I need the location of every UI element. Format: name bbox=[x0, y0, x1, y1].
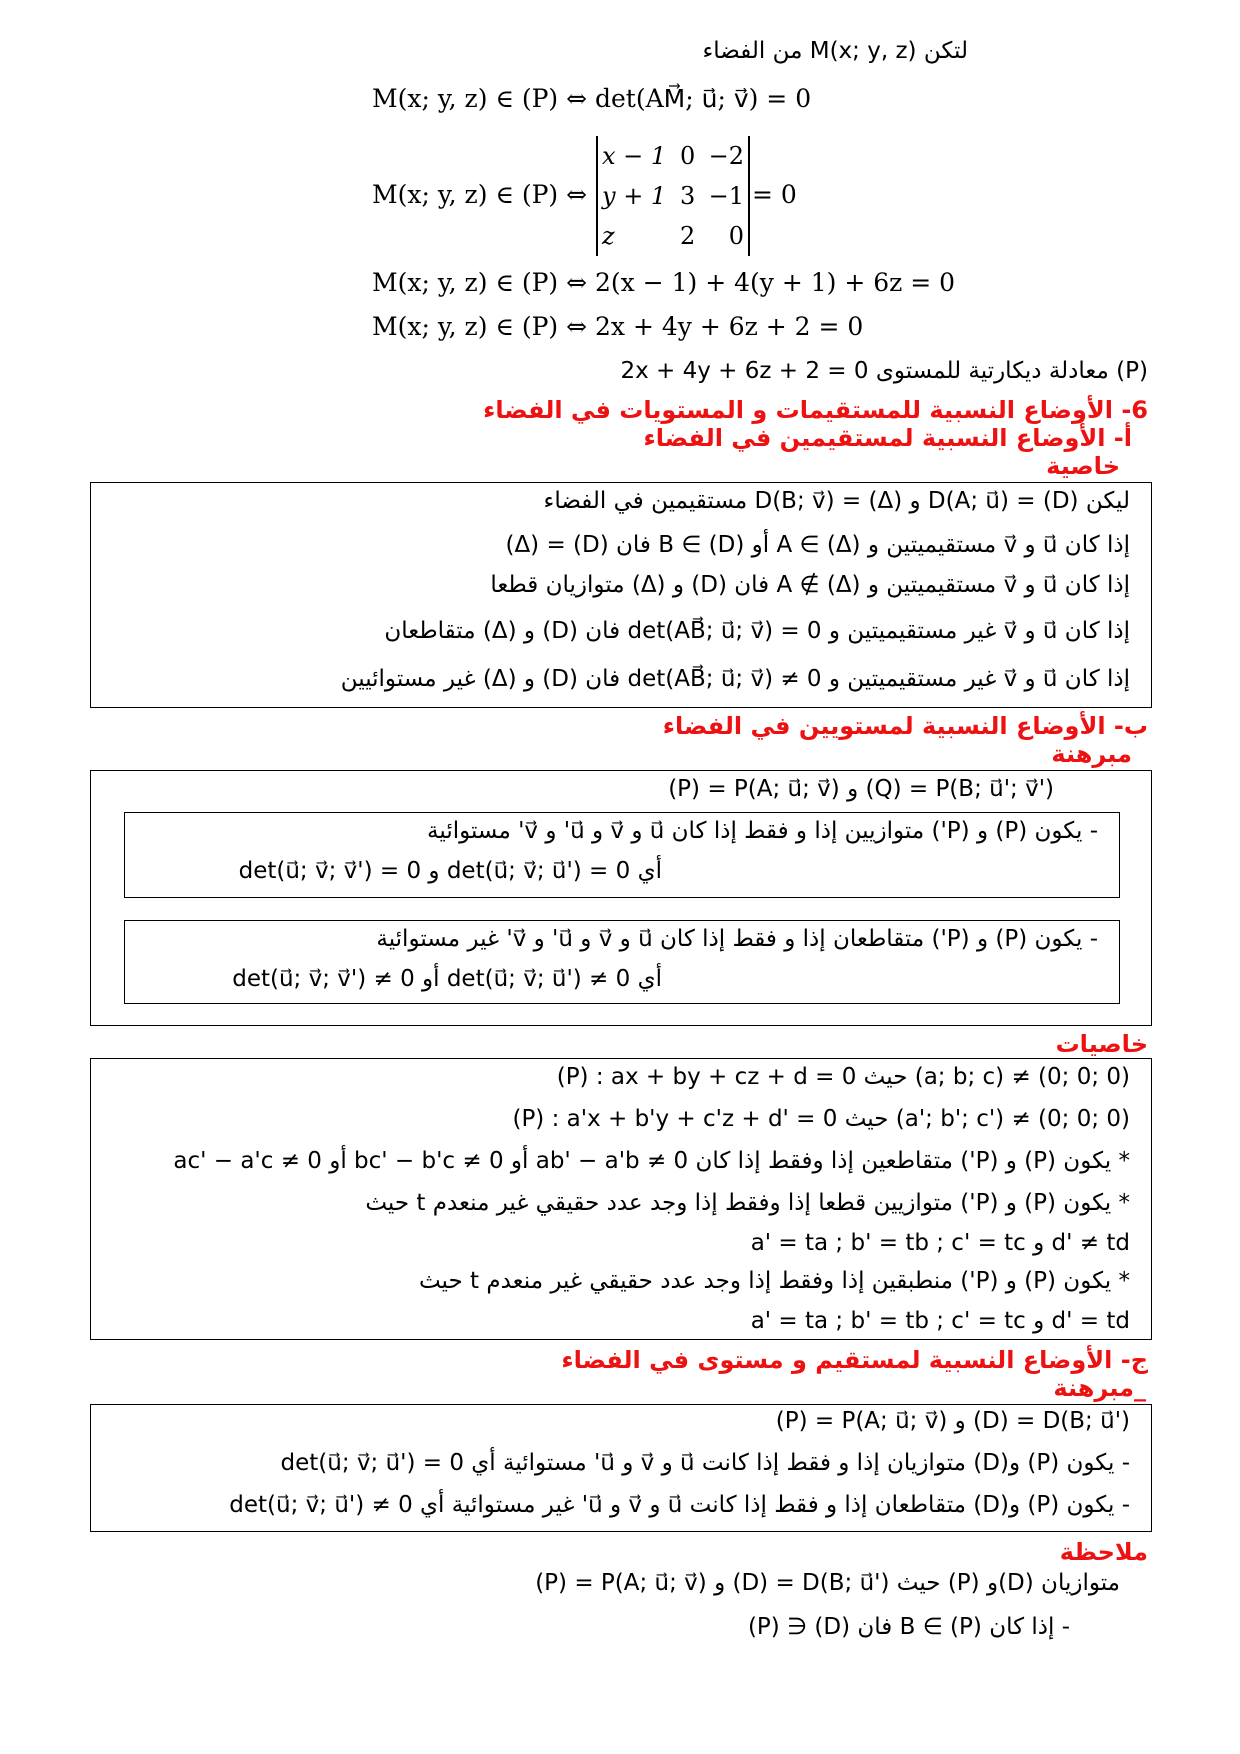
matrix-cell: 0 bbox=[728, 222, 744, 250]
matrix-cell: x − 1 bbox=[602, 142, 667, 170]
note-line: - إذا كان B ∈ (P) فان (D) ∈ (P) bbox=[747, 1614, 1070, 1640]
section-heading: 6- الأوضاع النسبية للمستقيمات و المستويات في الفضاء bbox=[483, 396, 1148, 424]
box-line: (P) = P(A; u⃗; v⃗) و (Q) = P(B; u⃗'; v⃗') bbox=[668, 776, 1054, 802]
box-line: إذا كان u⃗ و v⃗ غير مستقيميتين و det(AB⃗; u⃗; v⃗) ≠ 0 فان (D) و (Δ) غير مستوائيين bbox=[340, 666, 1130, 692]
equation: M(x; y, z) ∈ (P) ⇔ bbox=[372, 180, 588, 209]
intro-line: لتكن M(x; y, z) من الفضاء bbox=[702, 38, 968, 64]
matrix-cell: −1 bbox=[708, 182, 744, 210]
subsection-heading: ج- الأوضاع النسبية لمستقيم و مستوى في الفضاء bbox=[561, 1346, 1148, 1374]
matrix-cell: z bbox=[602, 222, 615, 250]
box-line: (P) = P(A; u⃗; v⃗) و (D) = D(B; u⃗') bbox=[775, 1408, 1130, 1434]
theorem-label: _مبرهنة bbox=[1053, 1374, 1146, 1402]
matrix-cell: y + 1 bbox=[602, 182, 667, 210]
matrix-cell: 0 bbox=[679, 142, 696, 170]
properties-label: خاصيات bbox=[1055, 1030, 1148, 1058]
matrix-cell: −2 bbox=[708, 142, 744, 170]
box-line: إذا كان u⃗ و v⃗ غير مستقيميتين و det(AB⃗; u⃗; v⃗) = 0 فان (D) و (Δ) متقاطعان bbox=[384, 618, 1130, 644]
box-line: - يكون (P) و (P') متقاطعان إذا و فقط إذا كان u⃗ و v⃗ و u⃗' و v⃗' غير مستوائية bbox=[376, 926, 1098, 952]
box-line: إذا كان u⃗ و v⃗ مستقيميتين و A ∉ (Δ) فان (D) و (Δ) متوازيان قطعا bbox=[490, 572, 1130, 598]
box-line: أي det(u⃗; v⃗; u⃗') = 0 و det(u⃗; v⃗; v⃗') = 0 bbox=[238, 858, 662, 884]
box-line: a' = ta ; b' = tb ; c' = tc و d' ≠ td bbox=[750, 1230, 1130, 1256]
matrix-row bbox=[598, 176, 748, 216]
box-line: a' = ta ; b' = tb ; c' = tc و d' = td bbox=[750, 1308, 1130, 1334]
property-label: خاصية bbox=[1046, 452, 1120, 480]
equation: M(x; y, z) ∈ (P) ⇔ 2x + 4y + 6z + 2 = 0 bbox=[372, 312, 864, 341]
box-line: إذا كان u⃗ و v⃗ مستقيميتين و A ∈ (Δ) أو B ∈ (D) فان (D) = (Δ) bbox=[505, 532, 1130, 558]
box-line: - يكون (P) و(D) متقاطعان إذا و فقط إذا كانت u⃗ و v⃗ و u⃗' غير مستوائية أي det(u⃗; v⃗; u⃗') ≠ 0 bbox=[229, 1492, 1130, 1518]
equation: M(x; y, z) ∈ (P) ⇔ det(AM⃗; u⃗; v⃗) = 0 bbox=[372, 84, 812, 113]
box-line: - يكون (P) و (P') متوازيين إذا و فقط إذا كان u⃗ و v⃗ و u⃗' و v⃗' مستوائية bbox=[427, 818, 1098, 844]
equation: = 0 bbox=[752, 180, 797, 209]
note-label: ملاحظة bbox=[1059, 1538, 1148, 1566]
matrix-cell: 2 bbox=[679, 222, 696, 250]
subsection-heading: أ- الأوضاع النسبية لمستقيمين في الفضاء bbox=[643, 424, 1132, 452]
box-line: أي det(u⃗; v⃗; u⃗') ≠ 0 أو det(u⃗; v⃗; v⃗') ≠ 0 bbox=[232, 966, 662, 992]
equation: 2x + 4y + 6z + 2 = 0 معادلة ديكارتية للمستوى (P) bbox=[620, 358, 1148, 384]
box-line: * يكون (P) و (P') منطبقين إذا وفقط إذا وجد عدد حقيقي غير منعدم t حيث bbox=[418, 1268, 1130, 1294]
note-line: (P) = P(A; u⃗; v⃗) و (D) = D(B; u⃗') حيث (P) و(D) متوازيان bbox=[535, 1570, 1120, 1596]
box-line: * يكون (P) و (P') متقاطعين إذا وفقط إذا كان ab' − a'b ≠ 0 أو bc' − b'c ≠ 0 أو ac' − a'c ≠ 0 bbox=[173, 1148, 1130, 1174]
determinant-matrix bbox=[596, 136, 750, 256]
equation: M(x; y, z) ∈ (P) ⇔ 2(x − 1) + 4(y + 1) + 6z = 0 bbox=[372, 268, 956, 297]
matrix-cell: 3 bbox=[679, 182, 696, 210]
theorem-label: مبرهنة bbox=[1051, 740, 1132, 768]
box-line: ليكن (D) = D(A; u⃗) و (Δ) = D(B; v⃗) مستقيمين في الفضاء bbox=[543, 488, 1130, 514]
matrix-row bbox=[598, 216, 748, 256]
subsection-heading: ب- الأوضاع النسبية لمستويين في الفضاء bbox=[662, 712, 1148, 740]
box-line: (P) : a'x + b'y + c'z + d' = 0 حيث (a'; b'; c') ≠ (0; 0; 0) bbox=[512, 1106, 1130, 1132]
box-line: - يكون (P) و(D) متوازيان إذا و فقط إذا كانت u⃗ و v⃗ و u⃗' مستوائية أي det(u⃗; v⃗; u⃗') = 0 bbox=[280, 1450, 1130, 1476]
box-line: (P) : ax + by + cz + d = 0 حيث (a; b; c) ≠ (0; 0; 0) bbox=[556, 1064, 1130, 1090]
box-line: * يكون (P) و (P') متوازيين قطعا إذا وفقط إذا وجد عدد حقيقي غير منعدم t حيث bbox=[365, 1190, 1130, 1216]
matrix-row bbox=[598, 136, 748, 176]
